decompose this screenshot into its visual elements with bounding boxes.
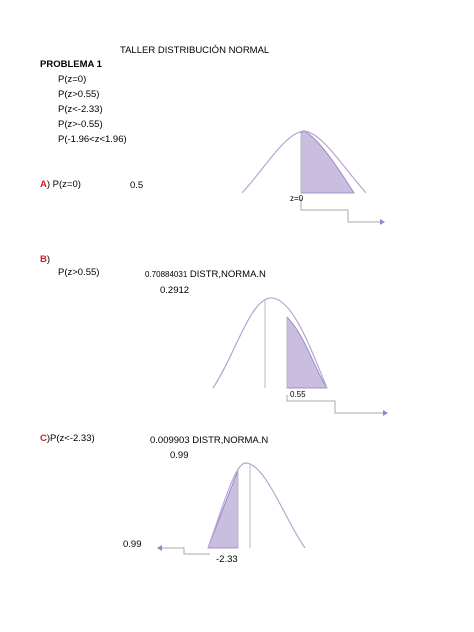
section-b-letter: B [40,254,47,265]
section-c-formula [150,436,268,446]
section-a-question [40,180,81,190]
page-title: TALLER DISTRIBUCIÓN NORMAL [120,45,270,56]
section-c-value: 0.009903 [150,435,190,446]
section-a-expr: ) P(z=0) [46,179,81,190]
section-a-letter: A [40,179,47,190]
section-c-letter: C [40,433,47,444]
normal-curve-b [205,295,390,420]
arrow-a [301,198,380,222]
problem-item: P(z>-0.55) [58,119,103,130]
section-b-formula [145,270,266,280]
graph-label-a: z=0 [290,194,304,203]
section-c-func: DISTR,NORMA.N [189,435,269,446]
section-b-heading [40,255,50,265]
section-b-result: 0.2912 [160,285,190,296]
section-b-bracket: ) [46,254,51,265]
section-c-result: 0.99 [170,450,189,461]
shaded-area-a [301,131,354,193]
problem-heading: PROBLEMA 1 [40,59,102,70]
section-c-expr: )P(z<-2.33) [46,433,95,444]
graph-label-b: 0.55 [290,390,306,399]
graph-label-c: -2.33 [216,554,238,565]
section-b-value: 0.70884031 [145,270,188,279]
problem-item: P(-1.96<z<1.96) [58,134,127,145]
problem-item: P(z<-2.33) [58,104,103,115]
normal-curve-a [230,128,390,228]
arrow-c [162,548,210,554]
normal-curve-c [150,460,310,565]
section-c-question [40,434,95,444]
section-b-expr: P(z>0.55) [58,267,100,278]
section-c-side-label: 0.99 [123,539,142,550]
shaded-area-b [287,317,327,388]
problem-item: P(z>0.55) [58,89,100,100]
section-a-result: 0.5 [130,180,144,191]
problem-item: P(z=0) [58,74,87,85]
section-b-func: DISTR,NORMA.N [187,269,266,280]
